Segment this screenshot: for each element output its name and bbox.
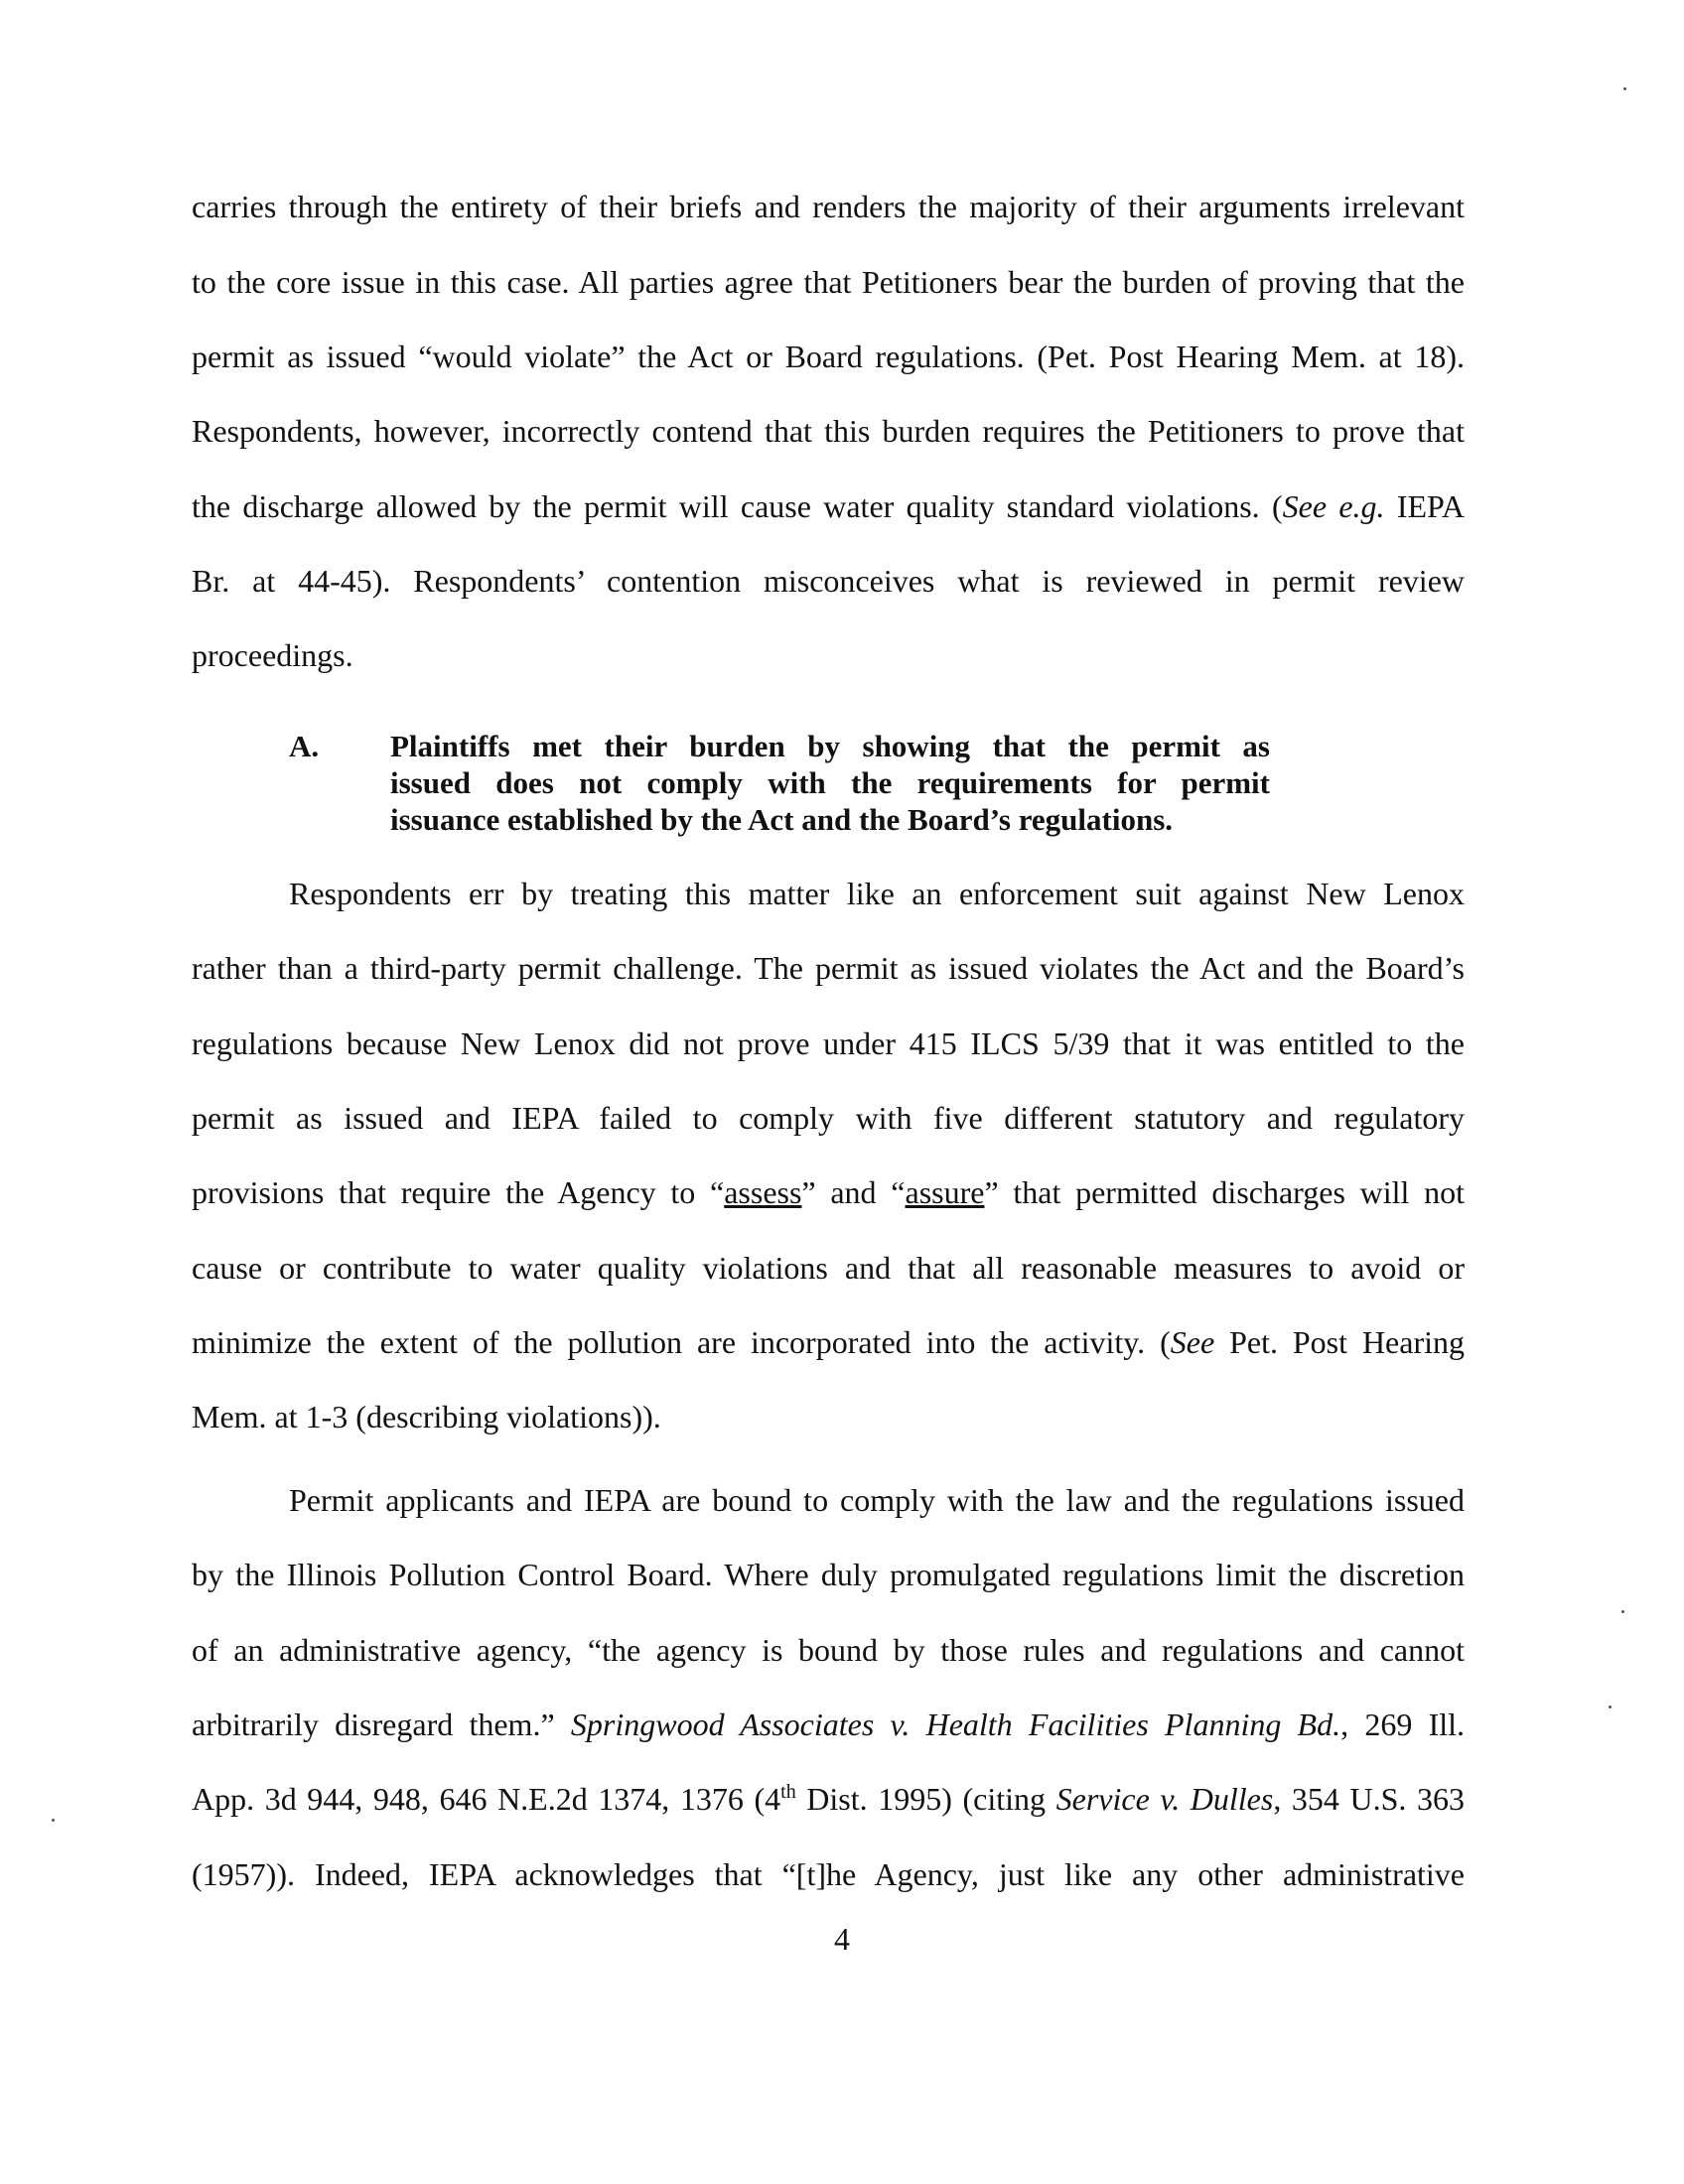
body-line: Permit applicants and IEPA are bound to comply with the law and the regulations issued	[289, 1482, 1465, 1518]
body-line: App. 3d 944, 948, 646 N.E.2d 1374, 1376 (4th Dist. 1995) (citing Service v. Dulles, 354 U.S. 363	[192, 1781, 1466, 1817]
body-line: Respondents err by treating this matter like an enforcement suit against New Lenox	[289, 876, 1465, 911]
scan-speck	[1623, 87, 1626, 90]
body-line: of an administrative agency, “the agency is bound by those rules and regulations and cannot	[192, 1632, 1465, 1668]
section-heading-line: issued does not comply with the requirements for permit	[390, 765, 1270, 800]
body-line: permit as issued “would violate” the Act or Board regulations. (Pet. Post Hearing Mem. at 18).	[192, 339, 1465, 374]
page-number: 4	[834, 1921, 850, 1957]
scan-speck	[1621, 1610, 1624, 1613]
body-line: provisions that require the Agency to “assess” and “assure” that permitted discharges will not	[192, 1174, 1466, 1210]
body-line: by the Illinois Pollution Control Board. Where duly promulgated regulations limit the discretion	[192, 1557, 1465, 1592]
body-line: cause or contribute to water quality violations and that all reasonable measures to avoid or	[192, 1250, 1465, 1286]
underlined-term: assure	[905, 1174, 985, 1210]
body-line: minimize the extent of the pollution are incorporated into the activity. (See Pet. Post Hearing	[192, 1324, 1466, 1360]
section-letter: A.	[289, 729, 320, 763]
body-line: Mem. at 1-3 (describing violations)).	[192, 1399, 661, 1434]
body-line: arbitrarily disregard them.” Springwood Associates v. Health Facilities Planning Bd., 269 Ill.	[192, 1706, 1466, 1742]
body-line: Br. at 44-45). Respondents’ contention misconceives what is reviewed in permit review	[192, 563, 1465, 599]
underlined-term: assess	[724, 1174, 802, 1210]
scan-speck	[52, 1819, 55, 1822]
body-line: to the core issue in this case. All parties agree that Petitioners bear the burden of proving that the	[192, 264, 1465, 300]
section-heading-line: Plaintiffs met their burden by showing that the permit as	[390, 729, 1270, 763]
scan-speck	[1609, 1706, 1612, 1708]
body-line: permit as issued and IEPA failed to comply with five different statutory and regulatory	[192, 1100, 1465, 1136]
body-line: rather than a third-party permit challenge. The permit as issued violates the Act and the Board’s	[192, 950, 1465, 986]
body-line: (1957)). Indeed, IEPA acknowledges that “[t]he Agency, just like any other administrative	[192, 1856, 1465, 1892]
body-line: proceedings.	[192, 637, 353, 673]
body-line: regulations because New Lenox did not prove under 415 ILCS 5/39 that it was entitled to the	[192, 1025, 1465, 1061]
body-line: the discharge allowed by the permit will cause water quality standard violations. (See e.g. IEPA	[192, 488, 1466, 524]
body-line: Respondents, however, incorrectly contend that this burden requires the Petitioners to prove that	[192, 413, 1465, 449]
section-heading-line: issuance established by the Act and the Board’s regulations.	[390, 802, 1174, 837]
body-line: carries through the entirety of their briefs and renders the majority of their arguments irrelevant	[192, 189, 1465, 224]
